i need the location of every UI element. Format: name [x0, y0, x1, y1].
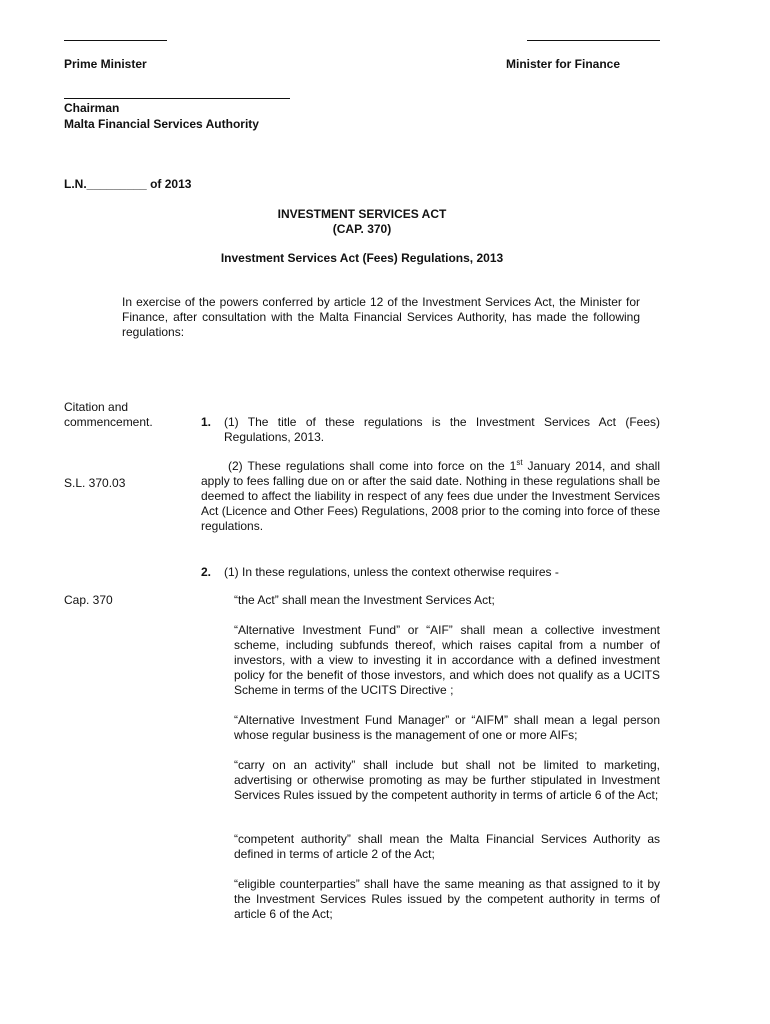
chairman-organisation: Malta Financial Services Authority — [64, 117, 259, 131]
minister-finance-title: Minister for Finance — [506, 57, 621, 71]
definition-competent-authority: “competent authority” shall mean the Malta Financial Services Authority as defined in terms of article 2 of the Act; — [234, 832, 660, 861]
regulation-1-subsection-2-text-b: January 2014, and shall apply to fees falling due on or after the said date. Nothing in these regulations shall be deemed to affect the liability in respect of any fees due under the Investment Services Act (Licence and Other Fees) Regulations, 2008 prior to the coming into force of these regulations. — [201, 459, 660, 533]
chairman-title: Chairman — [64, 101, 120, 115]
signature-line-left — [64, 40, 167, 41]
preamble-paragraph: In exercise of the powers conferred by article 12 of the Investment Services Act, the Minister for Finance, after consultation with the Malta Financial Services Authority, has made the following regulations: — [122, 295, 640, 339]
regulation-1-subsection-1: (1) The title of these regulations is the Investment Services Act (Fees) Regulations, 2013. — [224, 415, 660, 444]
margin-note-sl: S.L. 370.03 — [64, 476, 126, 490]
regulation-1-subsection-2-text-a: (2) These regulations shall come into force on the 1 — [228, 459, 517, 473]
chapter-number: (CAP. 370) — [332, 222, 392, 236]
definition-carry-on-activity: “carry on an activity” shall include but shall not be limited to marketing, advertising or otherwise promoting as may be further stipulated in Investment Services Rules issued by the competent authority in terms of article 6 of the Act; — [234, 758, 660, 802]
signature-line-right — [527, 40, 660, 41]
regulations-title: Investment Services Act (Fees) Regulations, 2013 — [220, 251, 504, 265]
regulation-2-number: 2. — [201, 565, 212, 579]
act-title: INVESTMENT SERVICES ACT — [277, 207, 447, 221]
prime-minister-title: Prime Minister — [64, 57, 147, 71]
regulation-1-subsection-2 — [201, 459, 660, 534]
ordinal-superscript: st — [516, 458, 523, 467]
margin-note-cap: Cap. 370 — [64, 593, 113, 607]
signature-line-chairman — [64, 98, 290, 99]
definition-eligible-counterparties: “eligible counterparties” shall have the same meaning as that assigned to it by the Investment Services Rules issued by the competent authority in terms of article 6 of the Act; — [234, 877, 660, 921]
definition-aif: “Alternative Investment Fund” or “AIF” shall mean a collective investment scheme, including subfunds thereof, which raises capital from a number of investors, with a view to investing it in accordance with a defined investment policy for the benefit of those investors, and which does not qualify as a UCITS Scheme in terms of the UCITS Directive ; — [234, 623, 660, 697]
legal-notice-number: L.N._________ of 2013 — [64, 177, 192, 191]
regulation-2-intro: (1) In these regulations, unless the context otherwise requires - — [224, 565, 559, 579]
definition-the-act: “the Act” shall mean the Investment Services Act; — [234, 593, 495, 607]
definition-aifm: “Alternative Investment Fund Manager” or “AIFM” shall mean a legal person whose regular business is the management of one or more AIFs; — [234, 713, 660, 742]
margin-note-citation: Citation and commencement. — [64, 400, 153, 429]
regulation-1-number: 1. — [201, 415, 212, 429]
